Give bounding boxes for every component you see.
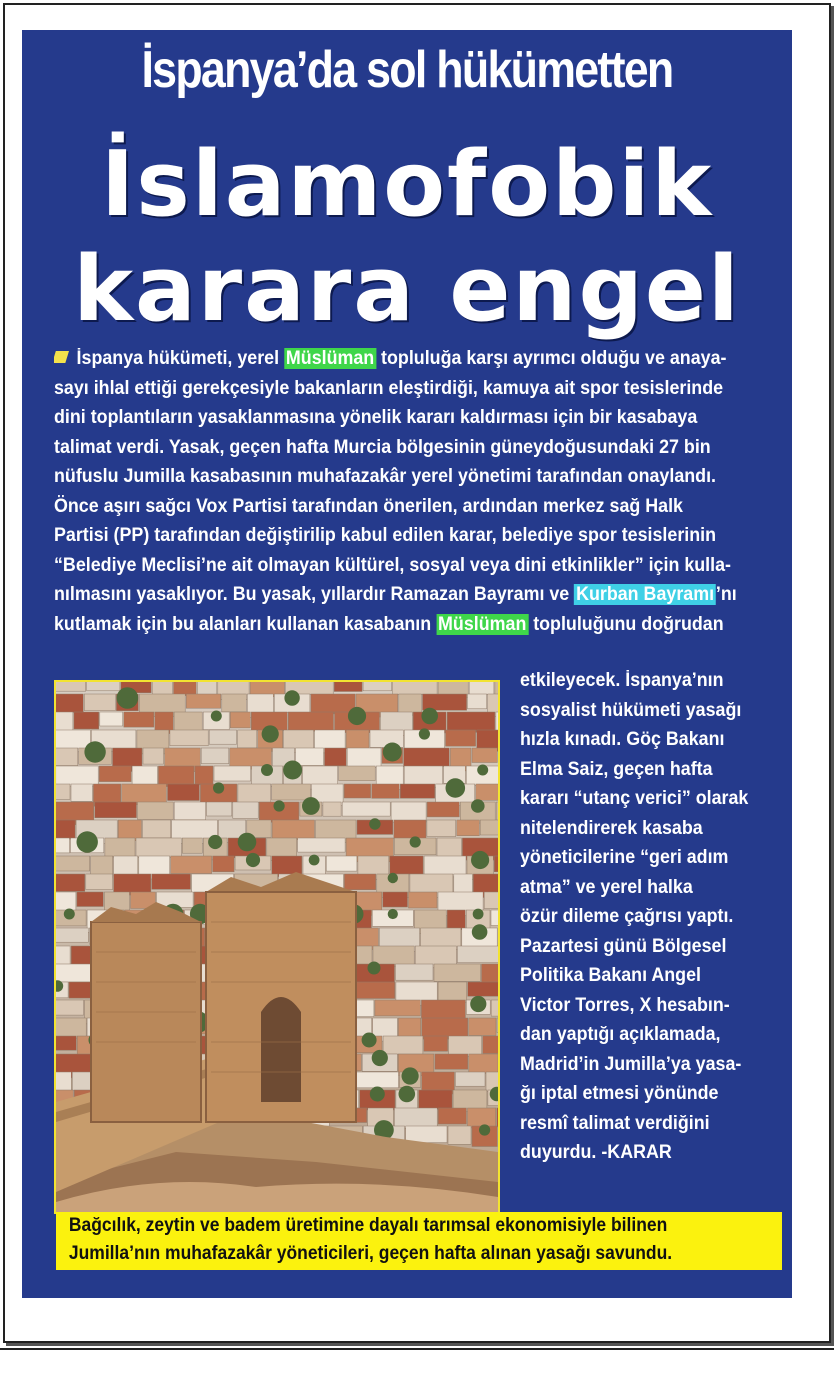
tree xyxy=(211,711,222,722)
town-house xyxy=(391,802,426,822)
line-text: sosyalist hükümeti yasağı xyxy=(520,699,742,721)
line-text: Elma Saiz, geçen hafta xyxy=(520,758,713,780)
article-line xyxy=(520,991,766,1021)
tree xyxy=(84,741,105,762)
town-house xyxy=(491,910,498,926)
article-line xyxy=(54,551,740,581)
article-line xyxy=(54,521,740,551)
town-house xyxy=(468,1108,496,1128)
town-house xyxy=(311,694,355,714)
tree xyxy=(370,1087,385,1102)
town-house xyxy=(143,748,164,764)
town-house xyxy=(100,712,123,726)
town-house xyxy=(496,802,498,823)
town-house xyxy=(86,874,113,890)
town-house xyxy=(393,682,438,695)
tree xyxy=(213,782,224,793)
town-house xyxy=(122,784,167,805)
town-house xyxy=(214,766,251,781)
town-house xyxy=(56,874,85,891)
tree xyxy=(262,725,279,742)
line-text: kararı “utanç verici” olarak xyxy=(520,788,749,809)
castle-over-town-image xyxy=(56,682,498,1212)
tree xyxy=(419,728,430,739)
town-house xyxy=(406,1126,447,1143)
headline-line-2: karara engel xyxy=(73,237,741,342)
town-house xyxy=(56,838,70,853)
town-house xyxy=(447,712,495,732)
town-house xyxy=(448,1126,471,1144)
line-text: resmî talimat verdiğini xyxy=(520,1112,710,1134)
town-house xyxy=(469,682,494,695)
town-house xyxy=(118,820,141,841)
tree xyxy=(238,833,257,852)
town-house xyxy=(468,694,487,709)
town-house xyxy=(447,910,465,930)
tree xyxy=(117,687,139,709)
article-line xyxy=(54,403,740,433)
town-house xyxy=(346,730,369,749)
town-house xyxy=(233,802,258,818)
town-house xyxy=(404,748,450,767)
town-house xyxy=(195,766,213,785)
tree xyxy=(368,962,381,975)
town-house xyxy=(298,838,345,852)
bullet-icon xyxy=(54,351,69,363)
town-house xyxy=(104,892,129,911)
town-house xyxy=(394,1108,437,1128)
town-house xyxy=(373,946,414,967)
town-house xyxy=(347,748,381,767)
town-house xyxy=(201,748,229,764)
town-house xyxy=(272,820,314,840)
tree xyxy=(77,831,98,852)
tree xyxy=(64,909,75,920)
town-house xyxy=(213,856,235,872)
article-line xyxy=(520,725,766,755)
town-house xyxy=(56,928,88,942)
tree xyxy=(410,836,421,847)
town-house xyxy=(105,838,135,857)
town-house xyxy=(427,820,456,837)
town-house xyxy=(56,820,75,839)
tree xyxy=(479,1124,490,1135)
tree xyxy=(402,1067,419,1084)
tree xyxy=(372,1050,388,1066)
line-text: kutlamak için bu alanları kullanan kasabanın xyxy=(54,613,437,635)
tree xyxy=(472,924,488,940)
town-house xyxy=(168,784,200,801)
tree xyxy=(388,873,398,883)
town-house xyxy=(472,748,497,763)
town-house xyxy=(124,712,154,727)
town-house xyxy=(363,682,392,691)
town-house xyxy=(325,748,347,766)
town-house xyxy=(383,892,408,907)
town-house xyxy=(483,1036,498,1054)
town-house xyxy=(207,802,232,816)
article-line xyxy=(54,462,740,492)
article-line xyxy=(520,1020,766,1050)
line-text: Partisi (PP) tarafından değiştirilip kabul edilen karar, belediye spor tesislerinin xyxy=(54,525,717,546)
town-house xyxy=(186,694,221,708)
town-house xyxy=(480,820,498,835)
town-house xyxy=(424,1036,448,1051)
article-line xyxy=(520,902,766,932)
line-text: Pazartesi günü Bölgesel xyxy=(520,935,727,957)
tree xyxy=(284,690,299,705)
town-house xyxy=(136,838,181,857)
article-line xyxy=(54,610,740,640)
town-house xyxy=(334,682,362,692)
tree xyxy=(399,1086,416,1103)
line-text: etkileyecek. İspanya’nın xyxy=(520,670,724,691)
tree xyxy=(388,909,398,919)
town-house xyxy=(383,1036,423,1054)
tree xyxy=(421,708,438,725)
town-house xyxy=(497,1108,498,1127)
article-body-column xyxy=(520,666,766,1168)
tree xyxy=(274,800,285,811)
line-text: dini toplantıların yasaklanmasına yönelik kararı kaldırması için bir kasabaya xyxy=(54,407,698,428)
article-line xyxy=(520,755,766,785)
town-house xyxy=(56,892,76,912)
town-house xyxy=(143,820,171,838)
town-house xyxy=(152,682,172,695)
town-house xyxy=(74,712,99,729)
town-house xyxy=(339,766,376,781)
article-line xyxy=(520,784,766,814)
line-text: Politika Bakanı Angel xyxy=(520,965,701,986)
caption-line-1: Bağcılık, zeytin ve badem üretimine dayalı tarımsal ekonomisiyle bilinen xyxy=(68,1215,668,1236)
town-house xyxy=(469,1018,496,1035)
town-house xyxy=(469,1054,498,1073)
tree xyxy=(471,799,485,813)
town-house xyxy=(434,964,481,981)
highlighted-term: Müslüman xyxy=(285,348,375,369)
town-house xyxy=(138,802,174,820)
tree xyxy=(261,764,273,776)
town-house xyxy=(114,856,138,876)
town-house xyxy=(449,1036,482,1056)
town-house xyxy=(230,712,250,728)
tree xyxy=(473,909,484,920)
town-castle-photo xyxy=(54,680,500,1214)
article-line xyxy=(520,1138,766,1168)
highlighted-term: Müslüman xyxy=(438,613,527,635)
town-house xyxy=(87,682,120,691)
tree xyxy=(246,853,260,867)
line-text: talimat verdi. Yasak, geçen hafta Murcia bölgesinin güneydoğusundaki 27 bin xyxy=(54,436,711,458)
town-house xyxy=(438,982,467,1002)
town-house xyxy=(409,892,438,908)
town-house xyxy=(484,892,498,909)
highlighted-term: Kurban Bayramı xyxy=(576,584,715,605)
town-house xyxy=(344,784,371,798)
article-line xyxy=(520,1050,766,1080)
town-house xyxy=(323,802,341,816)
tree xyxy=(302,797,320,815)
town-house xyxy=(99,766,131,782)
caption-line-2: Jumilla’nın muhafazakâr yöneticileri, geçen hafta alınan yasağı savundu. xyxy=(68,1243,673,1264)
town-house xyxy=(288,712,333,731)
town-house xyxy=(468,982,498,996)
line-text: nüfuslu Jumilla kasabasının muhafazakâr yerel yönetimi tarafından onaylandı. xyxy=(54,466,717,487)
town-house xyxy=(494,856,498,872)
town-house xyxy=(476,784,498,800)
town-house xyxy=(400,784,435,798)
tree xyxy=(208,835,222,849)
line-text: özür dileme çağrısı yaptı. xyxy=(520,906,734,927)
town-house xyxy=(457,820,480,836)
line-text: topluluğa karşı ayrımcı olduğu ve anaya- xyxy=(376,348,727,369)
line-text: atma” ve yerel halka xyxy=(520,876,693,898)
tree xyxy=(383,743,402,762)
town-house xyxy=(158,766,194,787)
article-line xyxy=(520,932,766,962)
town-house xyxy=(56,1000,84,1015)
town-house xyxy=(222,694,247,712)
town-house xyxy=(77,892,103,907)
line-text: ğı iptal etmesi yönünde xyxy=(520,1083,719,1104)
photo-caption xyxy=(56,1212,782,1270)
article-line xyxy=(520,666,766,696)
town-house xyxy=(344,874,375,890)
town-house xyxy=(296,748,324,765)
town-house xyxy=(182,838,202,853)
town-house xyxy=(419,1090,453,1109)
article-line xyxy=(54,492,740,522)
article-panel xyxy=(22,30,792,1298)
headline-line-1: İslamofobik xyxy=(100,132,714,237)
article-line xyxy=(520,873,766,903)
town-house xyxy=(497,1018,498,1033)
article-line xyxy=(520,1109,766,1139)
article-line xyxy=(520,843,766,873)
line-text: yöneticilerine “geri adım xyxy=(520,847,729,868)
line-text: nitelendirerek kasaba xyxy=(520,817,703,839)
line-text: sayı ihlal ettiği gerekçesiyle bakanların eleştirdiği, kamuya ait spor tesislerinde xyxy=(54,377,724,399)
town-house xyxy=(326,856,357,871)
line-text: İspanya hükümeti, yerel xyxy=(76,348,285,369)
town-house xyxy=(394,820,426,838)
article-body-main xyxy=(54,344,740,639)
town-house xyxy=(170,730,208,746)
town-house xyxy=(238,784,271,802)
town-house xyxy=(435,1054,468,1069)
town-house xyxy=(56,856,90,871)
town-house xyxy=(427,802,459,817)
town-house xyxy=(342,802,390,816)
town-house xyxy=(84,694,115,711)
line-text: “Belediye Meclisi’ne ait olmayan kültürel, sosyal veya dini etkinlikler” için kulla- xyxy=(54,554,731,576)
town-house xyxy=(209,730,236,744)
town-house xyxy=(457,946,498,963)
tree xyxy=(470,996,486,1012)
town-house xyxy=(238,730,257,748)
town-house xyxy=(56,784,70,799)
town-house xyxy=(272,784,311,800)
town-house xyxy=(56,748,78,766)
tree xyxy=(309,855,320,866)
town-house xyxy=(174,682,197,696)
article-line xyxy=(54,344,740,374)
town-house xyxy=(390,856,423,874)
tree xyxy=(446,778,466,798)
town-house xyxy=(56,766,98,786)
town-house xyxy=(396,964,434,980)
town-house xyxy=(69,982,90,998)
town-house xyxy=(56,1036,76,1050)
town-house xyxy=(398,1018,420,1037)
town-house xyxy=(455,1072,485,1086)
town-house xyxy=(95,802,137,818)
town-house xyxy=(171,856,212,874)
town-house xyxy=(56,1018,86,1038)
town-house xyxy=(421,1000,465,1018)
town-house xyxy=(56,712,73,731)
town-house xyxy=(375,1000,421,1016)
tree xyxy=(477,765,488,776)
tree xyxy=(471,851,489,869)
line-text: Önce aşırı sağcı Vox Partisi tarafından önerilen, ardından merkez sağ Halk xyxy=(54,495,683,517)
article-line xyxy=(54,374,740,404)
line-text: hızla kınadı. Göç Bakanı xyxy=(520,729,725,750)
line-text: duyurdu. -KARAR xyxy=(520,1142,672,1163)
line-text: ’nı xyxy=(715,584,737,605)
town-house xyxy=(353,1072,399,1088)
line-text: dan yaptığı açıklamada, xyxy=(520,1024,721,1045)
tree xyxy=(369,818,380,829)
line-text: topluluğunu doğrudan xyxy=(528,613,724,635)
tree xyxy=(283,761,302,780)
line-text: nılmasını yasaklıyor. Bu yasak, yıllardır Ramazan Bayramı ve xyxy=(54,584,575,605)
town-house xyxy=(56,946,70,964)
town-house xyxy=(174,802,205,820)
tree xyxy=(362,1033,377,1048)
article-line xyxy=(520,1079,766,1109)
article-line xyxy=(520,961,766,991)
tree xyxy=(348,707,366,725)
line-text: Victor Torres, X hesabın- xyxy=(520,994,730,1016)
bottom-rule xyxy=(0,1348,834,1350)
town-house xyxy=(446,730,476,746)
article-kicker: İspanya’da sol hükümetten xyxy=(141,41,673,99)
article-line xyxy=(54,580,740,610)
town-house xyxy=(491,1000,498,1016)
town-house xyxy=(438,1108,466,1124)
article-line xyxy=(520,814,766,844)
town-house xyxy=(56,682,86,691)
town-house xyxy=(372,784,400,798)
town-house xyxy=(132,766,157,785)
line-text: Madrid’in Jumilla’ya yasa- xyxy=(520,1053,742,1075)
article-line xyxy=(54,433,740,463)
town-house xyxy=(56,694,83,712)
town-house xyxy=(152,874,191,889)
article-line xyxy=(520,696,766,726)
town-house xyxy=(71,784,92,801)
